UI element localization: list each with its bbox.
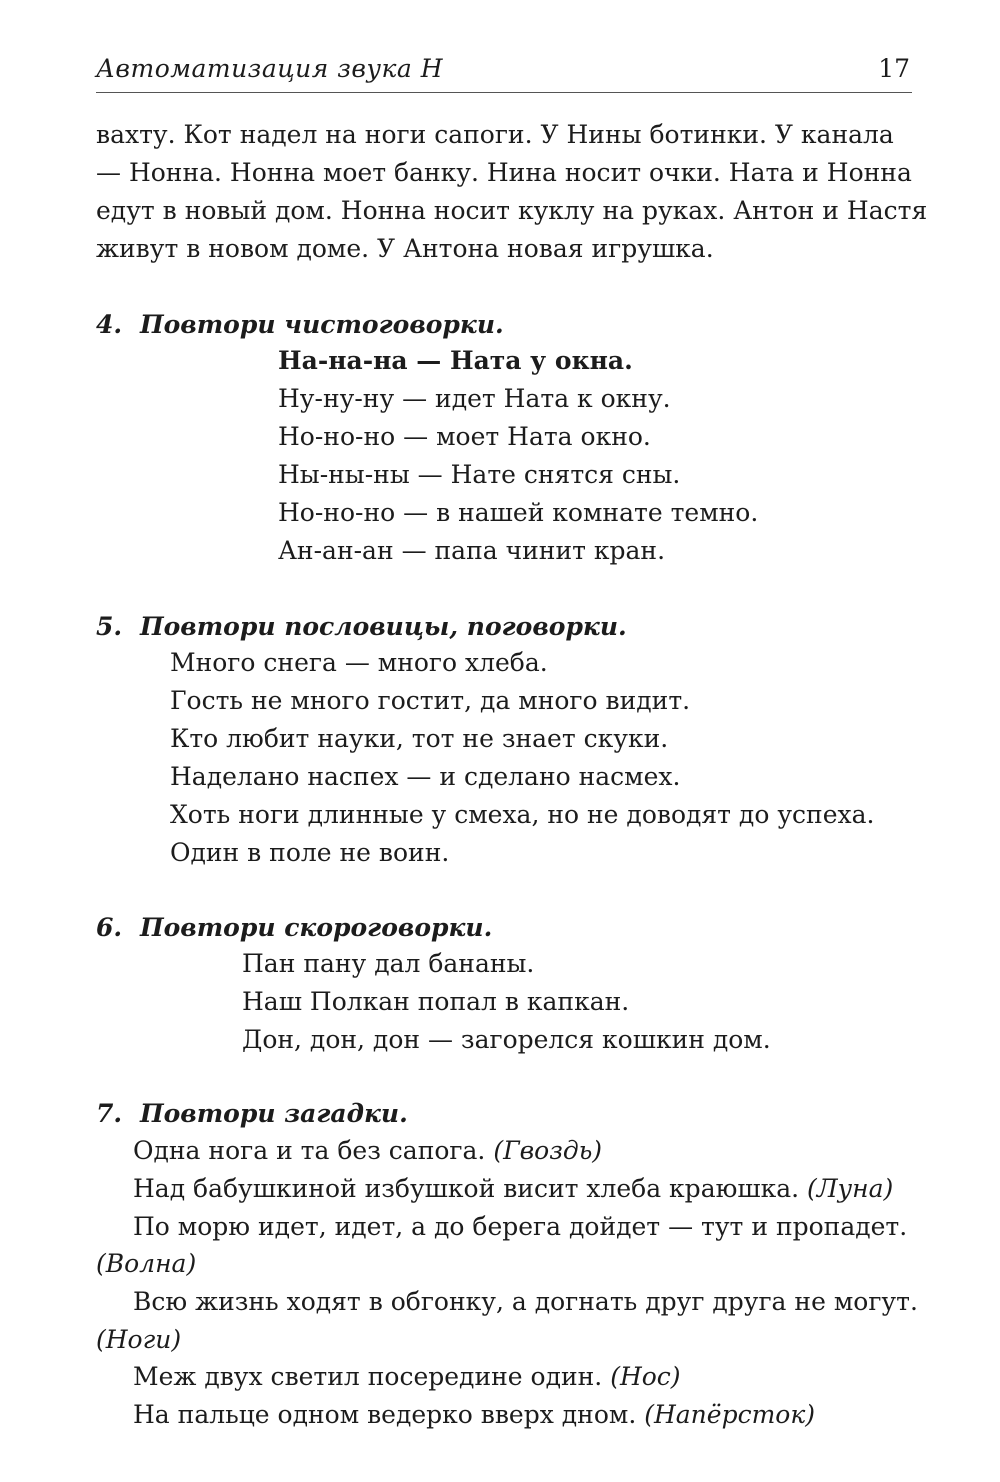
tongue-twister-line: Наш Полкан попал в капкан. <box>242 987 630 1016</box>
riddle-text: Меж двух светил посередине один. <box>133 1362 603 1391</box>
riddle-text: Одна нога и та без сапога. <box>133 1136 486 1165</box>
section-number: 4. <box>96 310 123 339</box>
running-header <box>96 54 912 93</box>
tongue-twister-line: Дон, дон, дон — загорелся кошкин дом. <box>242 1025 771 1054</box>
proverb-line: Гость не много гостит, да много видит. <box>170 686 691 715</box>
riddle-text: Над бабушкиной избушкой висит хлеба краюшка. <box>133 1174 800 1203</box>
riddle <box>133 1400 815 1430</box>
riddle-answer: (Луна) <box>807 1174 894 1203</box>
chistogovorka-line: Ны-ны-ны — Нате снятся сны. <box>278 460 681 489</box>
proverb-line: Кто любит науки, тот не знает скуки. <box>170 724 669 753</box>
section-title: Повтори пословицы, поговорки. <box>140 612 627 641</box>
riddle <box>133 1136 602 1166</box>
intro-line: едут в новый дом. Нонна носит куклу на руках. Антон и Настя <box>96 196 928 225</box>
section-number: 6. <box>96 913 123 942</box>
section-6-heading <box>96 913 492 943</box>
section-number: 7. <box>96 1099 123 1128</box>
riddle-answer: (Волна) <box>96 1249 197 1278</box>
intro-line: живут в новом доме. У Антона новая игрушка. <box>96 234 714 263</box>
riddle <box>133 1174 893 1204</box>
riddle-answer: (Ноги) <box>96 1325 182 1354</box>
proverb-line: Хоть ноги длинные у смеха, но не доводят до успеха. <box>170 800 875 829</box>
section-7-heading <box>96 1099 408 1129</box>
intro-line: — Нонна. Нонна моет банку. Нина носит очки. Ната и Нонна <box>96 158 912 187</box>
section-number: 5. <box>96 612 123 641</box>
page-number: 17 <box>878 54 910 83</box>
riddle-text: Всю жизнь ходят в обгонку, а догнать друг друга не могут. <box>133 1287 918 1316</box>
riddle-answer: (Нос) <box>610 1362 681 1391</box>
header-title: Автоматизация звука Н <box>96 54 444 83</box>
riddle-answer: (Гвоздь) <box>493 1136 603 1165</box>
chistogovorka-line: На-на-на — Ната у окна. <box>278 346 633 375</box>
proverb-line: Много снега — много хлеба. <box>170 648 548 677</box>
chistogovorka-line: Ан-ан-ан — папа чинит кран. <box>278 536 666 565</box>
chistogovorka-line: Ну-ну-ну — идет Ната к окну. <box>278 384 671 413</box>
section-4-heading <box>96 310 504 340</box>
section-title: Повтори скороговорки. <box>140 913 493 942</box>
riddle-text: По морю идет, идет, а до берега дойдет — тут и пропадет. <box>133 1212 908 1241</box>
tongue-twister-line: Пан пану дал бананы. <box>242 949 535 978</box>
section-title: Повтори загадки. <box>140 1099 408 1128</box>
section-title: Повтори чистоговорки. <box>140 310 504 339</box>
proverb-line: Один в поле не воин. <box>170 838 450 867</box>
chistogovorka-line: Но-но-но — моет Ната окно. <box>278 422 651 451</box>
riddle-text: На пальце одном ведерко вверх дном. <box>133 1400 637 1429</box>
riddle <box>133 1362 681 1392</box>
chistogovorka-line: Но-но-но — в нашей комнате темно. <box>278 498 759 527</box>
riddle-answer: (Напёрсток) <box>644 1400 816 1429</box>
proverb-line: Наделано наспех — и сделано насмех. <box>170 762 681 791</box>
section-5-heading <box>96 612 627 642</box>
intro-line: вахту. Кот надел на ноги сапоги. У Нины ботинки. У канала <box>96 120 894 149</box>
